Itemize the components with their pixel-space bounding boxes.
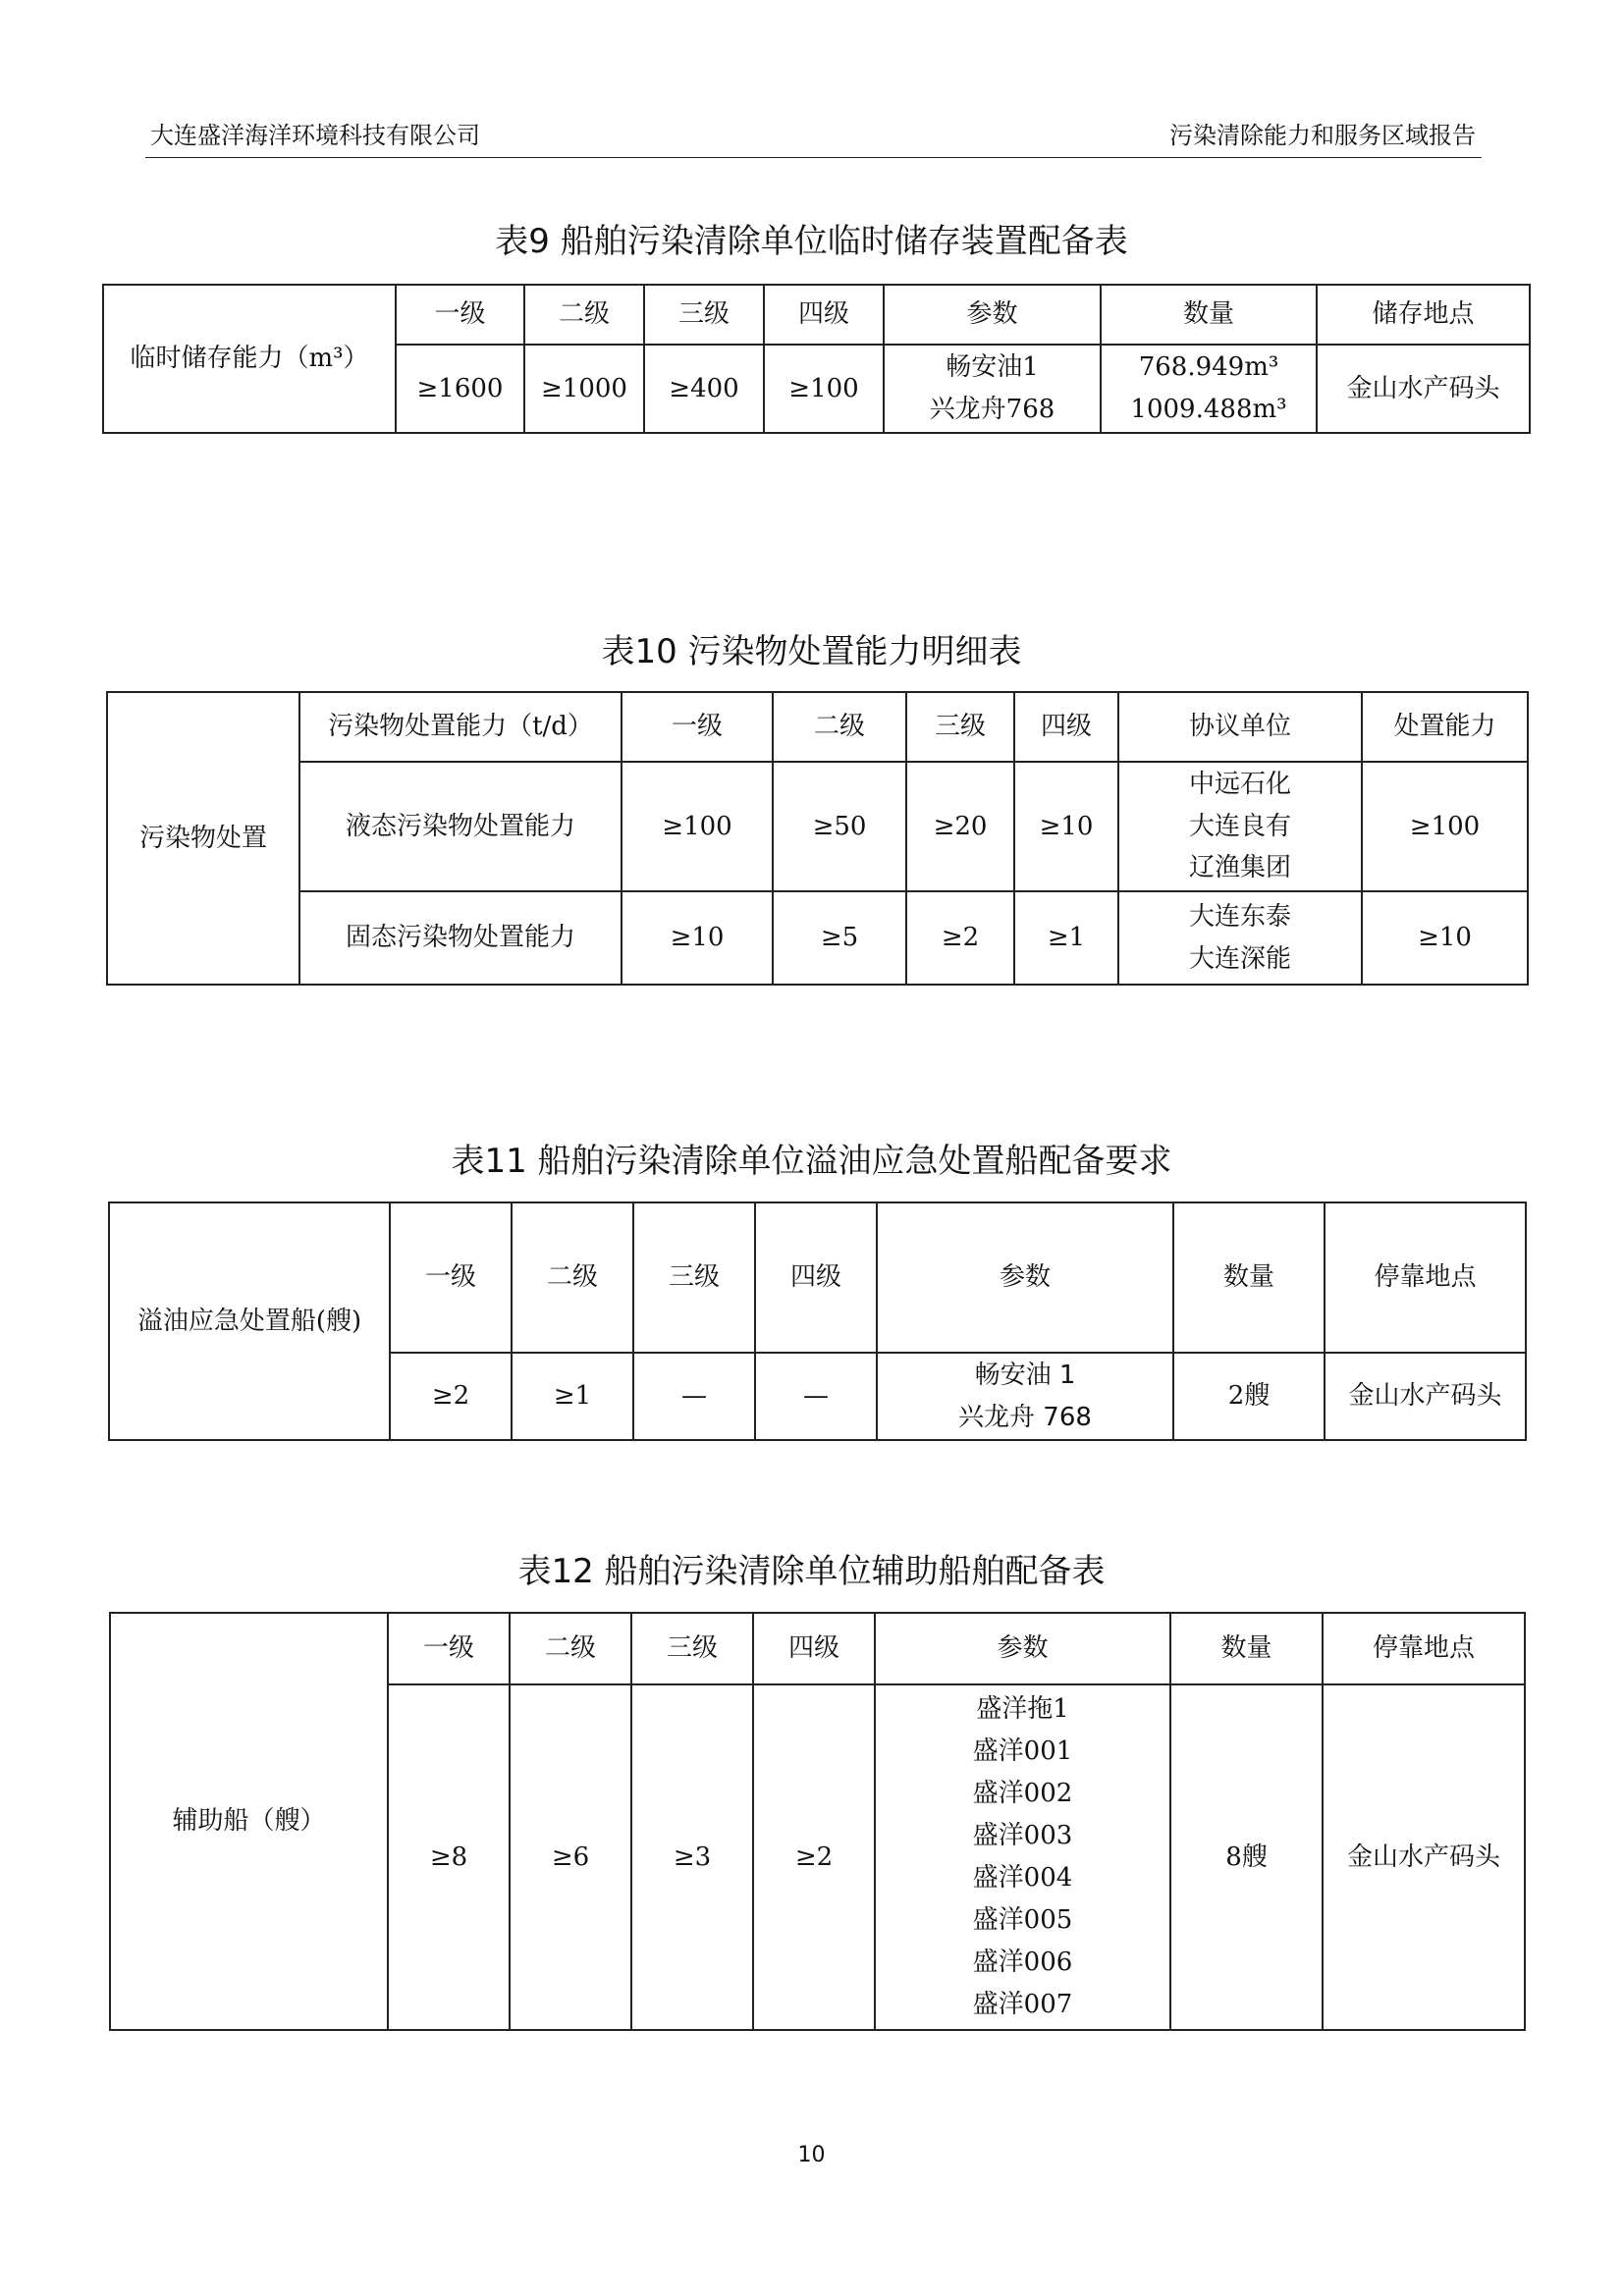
table12 — [109, 1612, 1526, 2031]
table11-level4-value: — — [755, 1353, 877, 1440]
table12-level2-value: ≥6 — [510, 1684, 631, 2030]
table10-row-name: 固态污染物处置能力 — [299, 891, 622, 985]
table10-unit: 辽渔集团 — [1188, 853, 1291, 883]
table9-params-cell — [884, 345, 1101, 433]
table10-level-value: ≥10 — [1014, 762, 1118, 891]
page-number: 10 — [797, 2143, 826, 2167]
table10 — [106, 691, 1529, 986]
table9-level4-value: ≥100 — [764, 345, 884, 433]
table10-header-level4: 四级 — [1014, 692, 1118, 762]
header-divider — [145, 157, 1482, 158]
table11-header-level1: 一级 — [390, 1202, 512, 1353]
table10-level-value: ≥1 — [1014, 891, 1118, 985]
table11-params-cell — [877, 1353, 1173, 1440]
table9-level1-value: ≥1600 — [396, 345, 524, 433]
table10-level-value: ≥2 — [906, 891, 1014, 985]
table11-level2-value: ≥1 — [512, 1353, 633, 1440]
table9-quantity-cell — [1101, 345, 1317, 433]
table11-param: 畅安油 1 — [974, 1360, 1076, 1390]
table9 — [102, 284, 1531, 434]
table12-header-level2: 二级 — [510, 1613, 631, 1684]
table11-header-level2: 二级 — [512, 1202, 633, 1353]
table12-header-level3: 三级 — [631, 1613, 753, 1684]
table9-header-level1: 一级 — [396, 285, 524, 345]
table12-params-cell — [875, 1684, 1170, 2030]
table12-header-level4: 四级 — [753, 1613, 875, 1684]
table12-header-quantity: 数量 — [1170, 1613, 1323, 1684]
table12-param: 盛洋001 — [972, 1736, 1073, 1767]
table11-param: 兴龙舟 768 — [958, 1402, 1092, 1432]
table10-capacity: ≥10 — [1362, 891, 1528, 985]
table10-header-disposal-capacity: 处置能力 — [1362, 692, 1528, 762]
table10-header-level2: 二级 — [773, 692, 906, 762]
table9-header-params: 参数 — [884, 285, 1101, 345]
table11-title: 表11 船舶污染清除单位溢油应急处置船配备要求 — [451, 1142, 1172, 1181]
table12-quantity: 8艘 — [1170, 1684, 1323, 2030]
table10-header-level1: 一级 — [622, 692, 773, 762]
table12-level1-value: ≥8 — [388, 1684, 510, 2030]
table12-param: 盛洋002 — [972, 1779, 1073, 1809]
table10-level-value: ≥50 — [773, 762, 906, 891]
table9-row-label: 临时储存能力（m³） — [103, 285, 396, 433]
table12-level3-value: ≥3 — [631, 1684, 753, 2030]
table12-param: 盛洋006 — [972, 1947, 1073, 1977]
table10-row-label: 污染物处置 — [107, 692, 299, 985]
table10-capacity: ≥100 — [1362, 762, 1528, 891]
table10-unit: 大连深能 — [1188, 943, 1291, 974]
table9-quantity: 768.949m³ — [1138, 352, 1279, 383]
table11-location: 金山水产码头 — [1325, 1353, 1526, 1440]
table11-header-location: 停靠地点 — [1325, 1202, 1526, 1353]
table10-units-cell — [1118, 891, 1362, 985]
table10-level-value: ≥10 — [622, 891, 773, 985]
table11-header-quantity: 数量 — [1173, 1202, 1325, 1353]
table12-header-params: 参数 — [875, 1613, 1170, 1684]
table12-param: 盛洋005 — [972, 1904, 1073, 1935]
table12-header-level1: 一级 — [388, 1613, 510, 1684]
table12-header-location: 停靠地点 — [1323, 1613, 1525, 1684]
table10-level-value: ≥5 — [773, 891, 906, 985]
table10-level-value: ≥20 — [906, 762, 1014, 891]
table11-header-level4: 四级 — [755, 1202, 877, 1353]
table9-quantity: 1009.488m³ — [1130, 395, 1287, 424]
table9-level2-value: ≥1000 — [524, 345, 644, 433]
table9-header-quantity: 数量 — [1101, 285, 1317, 345]
table9-header-location: 储存地点 — [1317, 285, 1530, 345]
table10-header-level3: 三级 — [906, 692, 1014, 762]
table10-unit: 大连东泰 — [1188, 901, 1291, 932]
table11-quantity: 2艘 — [1173, 1353, 1325, 1440]
table11-header-params: 参数 — [877, 1202, 1173, 1353]
table10-level-value: ≥100 — [622, 762, 773, 891]
table9-header-level3: 三级 — [644, 285, 764, 345]
table11-level1-value: ≥2 — [390, 1353, 512, 1440]
table9-location: 金山水产码头 — [1317, 345, 1530, 433]
table11-header-level3: 三级 — [633, 1202, 755, 1353]
table9-header-level2: 二级 — [524, 285, 644, 345]
table12-row-label: 辅助船（艘） — [110, 1613, 388, 2030]
table9-title: 表9 船舶污染清除单位临时储存装置配备表 — [495, 222, 1128, 261]
table10-unit: 大连良有 — [1188, 811, 1291, 841]
table9-param: 兴龙舟768 — [929, 395, 1055, 424]
table10-header-capacity-type: 污染物处置能力（t/d） — [299, 692, 622, 762]
table9-level3-value: ≥400 — [644, 345, 764, 433]
header-report-title: 污染清除能力和服务区域报告 — [1169, 122, 1476, 149]
table12-param: 盛洋003 — [972, 1821, 1073, 1851]
table11 — [108, 1201, 1527, 1441]
table10-units-cell — [1118, 762, 1362, 891]
table10-row-name: 液态污染物处置能力 — [299, 762, 622, 891]
table10-title: 表10 污染物处置能力明细表 — [601, 632, 1022, 671]
table10-unit: 中远石化 — [1188, 769, 1291, 799]
table11-level3-value: — — [633, 1353, 755, 1440]
header-company: 大连盛洋海洋环境科技有限公司 — [150, 122, 480, 149]
table12-title: 表12 船舶污染清除单位辅助船舶配备表 — [517, 1552, 1106, 1591]
table9-param: 畅安油1 — [946, 352, 1039, 383]
table12-param: 盛洋拖1 — [976, 1694, 1069, 1725]
table12-param: 盛洋007 — [972, 1989, 1073, 2019]
table12-param: 盛洋004 — [972, 1863, 1073, 1893]
table9-header-level4: 四级 — [764, 285, 884, 345]
table12-location: 金山水产码头 — [1323, 1684, 1525, 2030]
table11-row-label: 溢油应急处置船(艘) — [109, 1202, 390, 1440]
table12-level4-value: ≥2 — [753, 1684, 875, 2030]
table10-header-units: 协议单位 — [1118, 692, 1362, 762]
